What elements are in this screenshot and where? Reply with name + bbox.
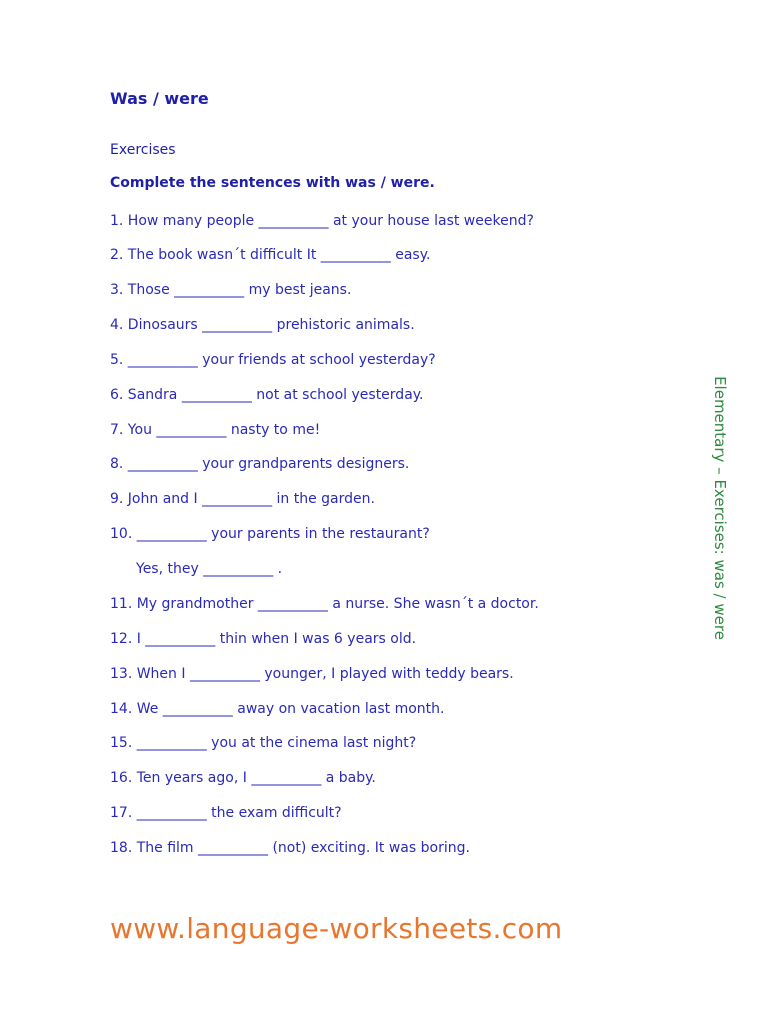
exercise-item: 14. We __________ away on vacation last month. — [110, 701, 445, 717]
exercise-item: 11. My grandmother __________ a nurse. She wasn´t a doctor. — [110, 596, 539, 612]
exercise-item: 15. __________ you at the cinema last night? — [110, 735, 417, 751]
exercise-item: 16. Ten years ago, I __________ a baby. — [110, 770, 376, 786]
section-heading: Exercises — [110, 142, 176, 158]
footer-url[interactable]: www.language-worksheets.com — [110, 912, 563, 945]
side-label: Elementary – Exercises: was / were — [711, 376, 729, 640]
exercise-item: 6. Sandra __________ not at school yesterday. — [110, 387, 424, 403]
exercise-item: 17. __________ the exam difficult? — [110, 805, 342, 821]
exercise-item: 4. Dinosaurs __________ prehistoric animals. — [110, 317, 415, 333]
exercise-item: Yes, they __________ . — [136, 561, 283, 577]
exercise-item: 7. You __________ nasty to me! — [110, 422, 321, 438]
exercise-item: 18. The film __________ (not) exciting. It was boring. — [110, 840, 470, 856]
page-title: Was / were — [110, 89, 209, 108]
exercise-item: 10. __________ your parents in the restaurant? — [110, 526, 430, 542]
exercise-item: 9. John and I __________ in the garden. — [110, 491, 375, 507]
exercise-item: 8. __________ your grandparents designers. — [110, 456, 410, 472]
exercise-item: 2. The book wasn´t difficult It __________ easy. — [110, 247, 431, 263]
exercise-item: 1. How many people __________ at your house last weekend? — [110, 213, 534, 229]
exercise-item: 12. I __________ thin when I was 6 years old. — [110, 631, 417, 647]
exercise-item: 3. Those __________ my best jeans. — [110, 282, 352, 298]
exercise-item: 5. __________ your friends at school yesterday? — [110, 352, 436, 368]
exercise-item: 13. When I __________ younger, I played with teddy bears. — [110, 666, 514, 682]
instruction-text: Complete the sentences with was / were. — [110, 175, 435, 191]
